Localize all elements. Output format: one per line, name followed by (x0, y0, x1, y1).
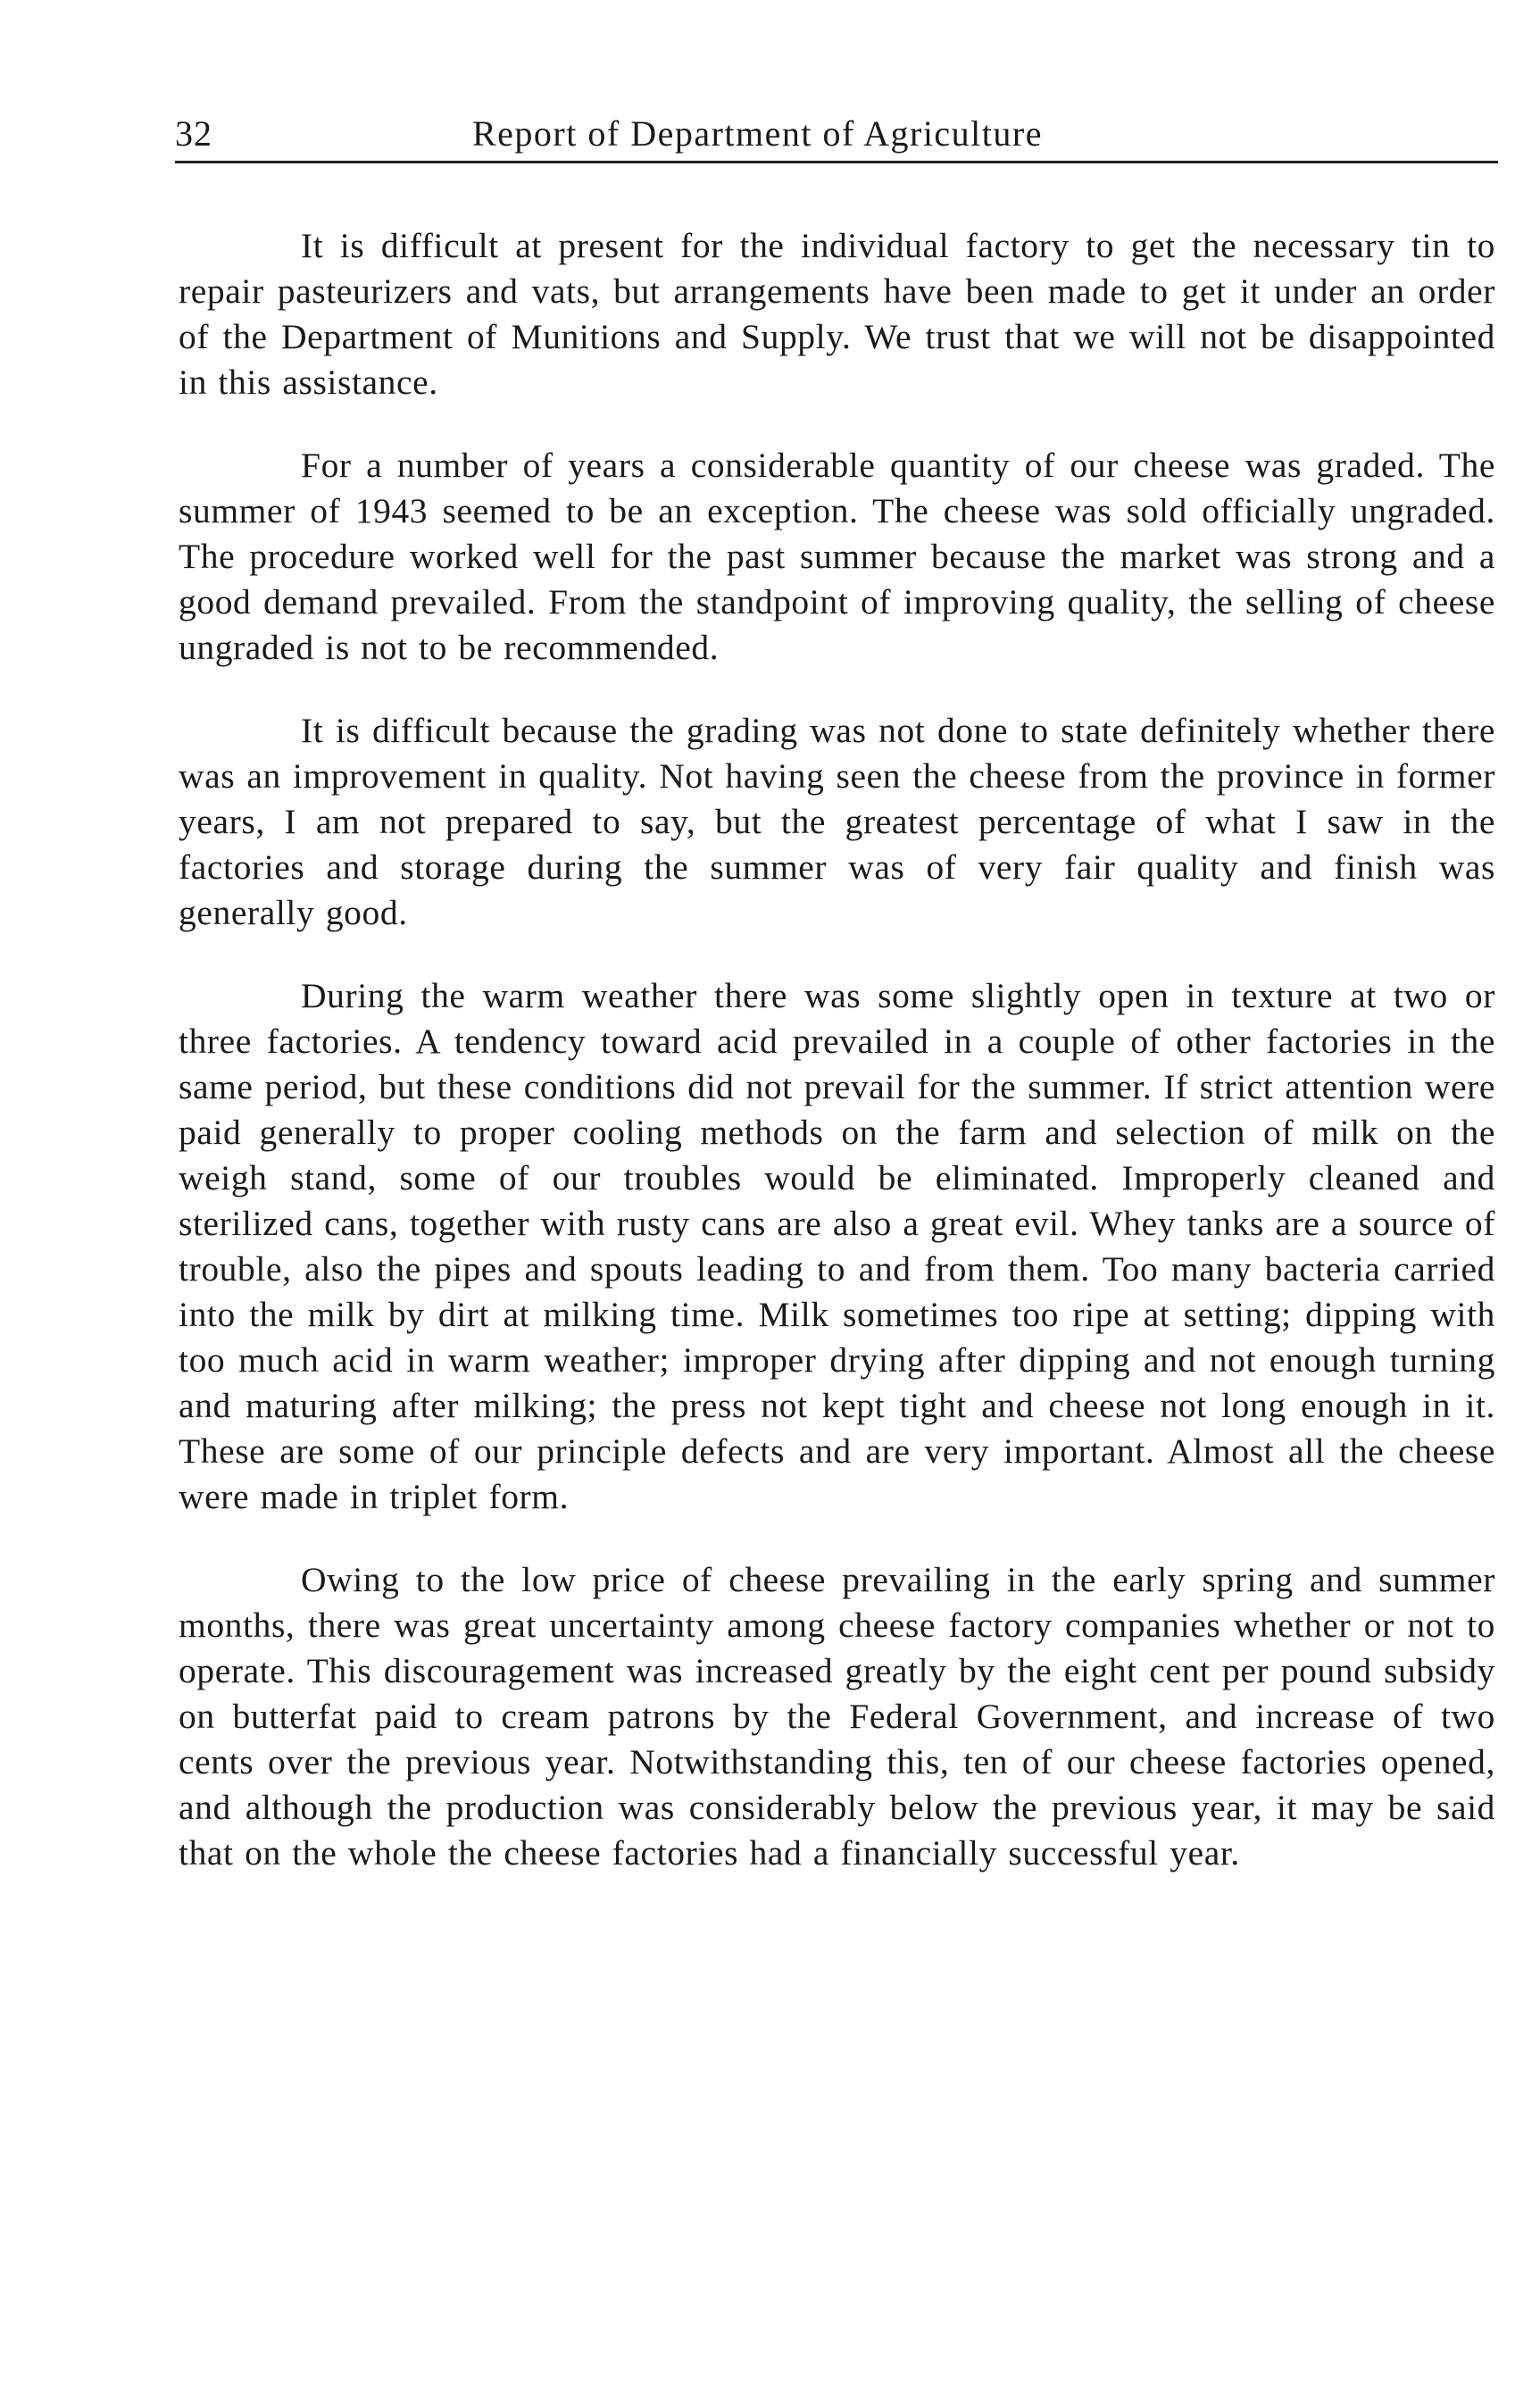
body-text (179, 223, 1495, 1914)
running-title: Report of Department of Agriculture (472, 113, 1043, 154)
page-number: 32 (175, 113, 212, 154)
paragraph-quality: It is difficult because the grading was not done to state definitely whether there was an improvement in quality. Not having seen the cheese from the province in former years, I am not prepared to say, but the greatest percentage of what I saw in the factories and storage during the summer was of very fair quality and finish was generally good. (179, 711, 1495, 932)
paragraph-defects: During the warm weather there was some slightly open in texture at two or three factories. A tendency toward acid prevailed in a couple of other factories in the same period, but these conditions did not prevail for the summer. If strict attention were paid generally to proper cooling methods on the farm and selection of milk on the weigh stand, some of our troubles would be eliminated. Improperly cleaned and sterilized cans, together with rusty cans are also a great evil. Whey tanks are a source of trouble, also the pipes and spouts leading to and from them. Too many bacteria carried into the milk by dirt at milking time. Milk sometimes too ripe at setting; dipping with too much acid in warm weather; improper drying after dipping and not enough turning and maturing after milking; the press not kept tight and cheese not long enough in it. These are some of our principle defects and are very important. Almost all the cheese were made in triplet form. (179, 976, 1495, 1516)
running-head (175, 112, 1496, 165)
paragraph-factory-operations: Owing to the low price of cheese prevailing in the early spring and summer months, there was great uncertainty among cheese factory companies whether or not to operate. This discouragement was increased greatly by the eight cent per pound subsidy on butterfat paid to cream patrons by the Federal Government, and increase of two cents over the previous year. Notwithstanding this, ten of our cheese factories opened, and although the production was considerably below the previous year, it may be said that on the whole the cheese factories had a financially successful year. (179, 1560, 1495, 1873)
paragraph-cheese-grading: For a number of years a considerable quantity of our cheese was graded. The summer of 1943 seemed to be an exception. The cheese was sold officially ungraded. The procedure worked well for the past summer because the market was strong and a good demand prevailed. From the standpoint of improving quality, the selling of cheese ungraded is not to be recommended. (179, 446, 1495, 667)
header-rule (175, 161, 1498, 163)
paragraph-tin-supply: It is difficult at present for the individual factory to get the necessary tin to repair pasteurizers and vats, but arrangements have been made to get it under an order of the Department of Munitions and Supply. We trust that we will not be disappointed in this assistance. (179, 226, 1495, 402)
